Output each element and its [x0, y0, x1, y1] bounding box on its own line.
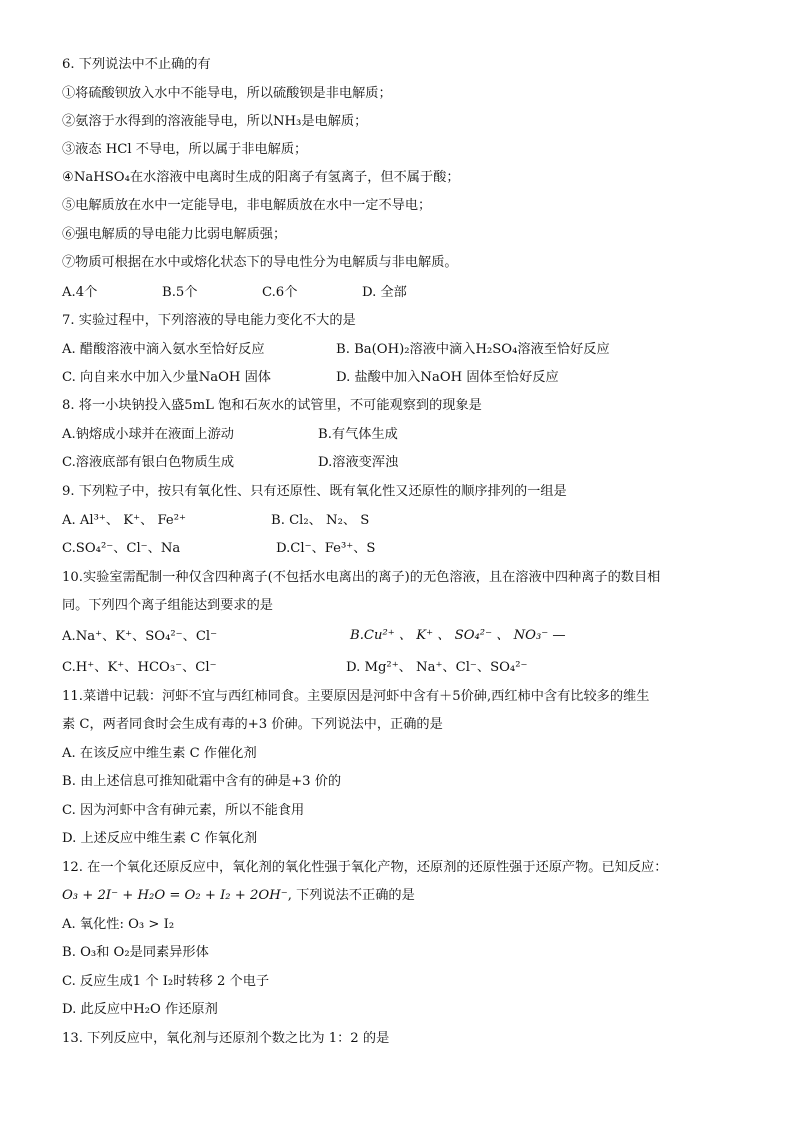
- q7-option-b: B. Ba(OH)₂溶液中滴入H₂SO₄溶液至恰好反应: [336, 342, 610, 357]
- q11-option-b: B. 由上述信息可推知砒霜中含有的砷是+3 价的: [62, 774, 342, 789]
- q8-option-c: C.溶液底部有银白色物质生成: [62, 455, 235, 470]
- q12-option-d: D. 此反应中H₂O 作还原剂: [62, 1002, 218, 1017]
- q11-stem-line2: 素 C，两者同食时会生成有毒的+3 价砷。下列说法中，正确的是: [62, 717, 443, 732]
- q8-option-b: B.有气体生成: [318, 427, 398, 442]
- q6-item-3: ③液态 HCl 不导电，所以属于非电解质；: [62, 142, 308, 157]
- q10-option-a: A.Na⁺、K⁺、SO₄²⁻、Cl⁻: [62, 629, 218, 644]
- q12-equation: O₃ + 2I⁻ + H₂O = O₂ + I₂ + 2OH⁻: [62, 888, 288, 903]
- q10-option-b: B.Cu²⁺ 、 K⁺ 、 SO₄²⁻ 、 NO₃⁻ —: [350, 628, 566, 643]
- q10-option-d: D. Mg²⁺、 Na⁺、Cl⁻、SO₄²⁻: [346, 660, 528, 675]
- q6-option-b: B.5个: [162, 285, 198, 300]
- q12-equation-line: [62, 887, 415, 905]
- q11-option-c: C. 因为河虾中含有砷元素，所以不能食用: [62, 803, 305, 818]
- q6-option-c: C.6个: [262, 285, 298, 300]
- q11-option-d: D. 上述反应中维生素 C 作氧化剂: [62, 831, 258, 846]
- q9-option-d: D.Cl⁻、Fe³⁺、S: [276, 541, 376, 556]
- q7-option-c: C. 向自来水中加入少量NaOH 固体: [62, 370, 271, 385]
- q6-item-1: ①将硫酸钡放入水中不能导电，所以硫酸钡是非电解质；: [62, 86, 392, 101]
- q8-option-d: D.溶液变浑浊: [318, 455, 399, 470]
- q10-stem-line1: 10.实验室需配制一种仅含四种离子(不包括水电离出的离子)的无色溶液，且在溶液中四种离子的数目相: [62, 570, 661, 585]
- q12-equation-tail: , 下列说法不正确的是: [287, 888, 415, 903]
- q6-item-5: ⑤电解质放在水中一定能导电，非电解质放在水中一定不导电；: [62, 198, 432, 213]
- q10-option-c: C.H⁺、K⁺、HCO₃⁻、Cl⁻: [62, 660, 217, 675]
- q6-stem: 6. 下列说法中不止确的有: [62, 57, 211, 72]
- q6-item-2: ②氨溶于水得到的溶液能导电，所以NH₃是电解质；: [62, 114, 368, 129]
- q11-stem-line1: 11.菜谱中记载：河虾不宜与西红柿同食。主要原因是河虾中含有＋5价砷,西红柿中含有比较多的维生: [62, 689, 650, 704]
- q6-item-7: ⑦物质可根据在水中或熔化状态下的导电性分为电解质与非电解质。: [62, 255, 458, 270]
- q12-stem-line1: 12. 在一个氧化还原反应中，氧化剂的氧化性强于氧化产物，还原剂的还原性强于还原产物。已知反应：: [62, 860, 668, 875]
- q9-option-c: C.SO₄²⁻、Cl⁻、Na: [62, 541, 181, 556]
- q12-option-a: A. 氧化性: O₃ > I₂: [62, 917, 175, 932]
- q7-option-d: D. 盐酸中加入NaOH 固体至恰好反应: [336, 370, 559, 385]
- q9-option-b: B. Cl₂、 N₂、 S: [271, 513, 370, 528]
- q6-option-d: D. 全部: [362, 285, 407, 300]
- q9-stem: 9. 下列粒子中，按只有氧化性、只有还原性、既有氧化性又还原性的顺序排列的一组是: [62, 484, 567, 499]
- q6-item-4: ④NaHSO₄在水溶液中电离时生成的阳离子有氢离子，但不属于酸；: [62, 170, 460, 185]
- q11-option-a: A. 在该反应中维生素 C 作催化剂: [62, 746, 257, 761]
- q8-option-a: A.钠熔成小球并在液面上游动: [62, 427, 234, 442]
- q10-stem-line2: 同。下列四个离子组能达到要求的是: [62, 598, 273, 613]
- q6-item-6: ⑥强电解质的导电能力比弱电解质强；: [62, 227, 287, 242]
- q13-stem: 13. 下列反应中，氧化剂与还原剂个数之比为 1：2 的是: [62, 1031, 390, 1046]
- q12-option-c: C. 反应生成1 个 I₂时转移 2 个电子: [62, 974, 270, 989]
- q9-option-a: A. Al³⁺、 K⁺、 Fe²⁺: [62, 513, 186, 528]
- q7-stem: 7. 实验过程中，下列溶液的导电能力变化不大的是: [62, 313, 356, 328]
- q12-option-b: B. O₃和 O₂是同素异形体: [62, 945, 209, 960]
- q7-option-a: A. 醋酸溶液中滴入氨水至恰好反应: [62, 342, 265, 357]
- q8-stem: 8. 将一小块钠投入盛5mL 饱和石灰水的试管里，不可能观察到的现象是: [62, 398, 482, 413]
- q6-option-a: A.4个: [62, 285, 98, 300]
